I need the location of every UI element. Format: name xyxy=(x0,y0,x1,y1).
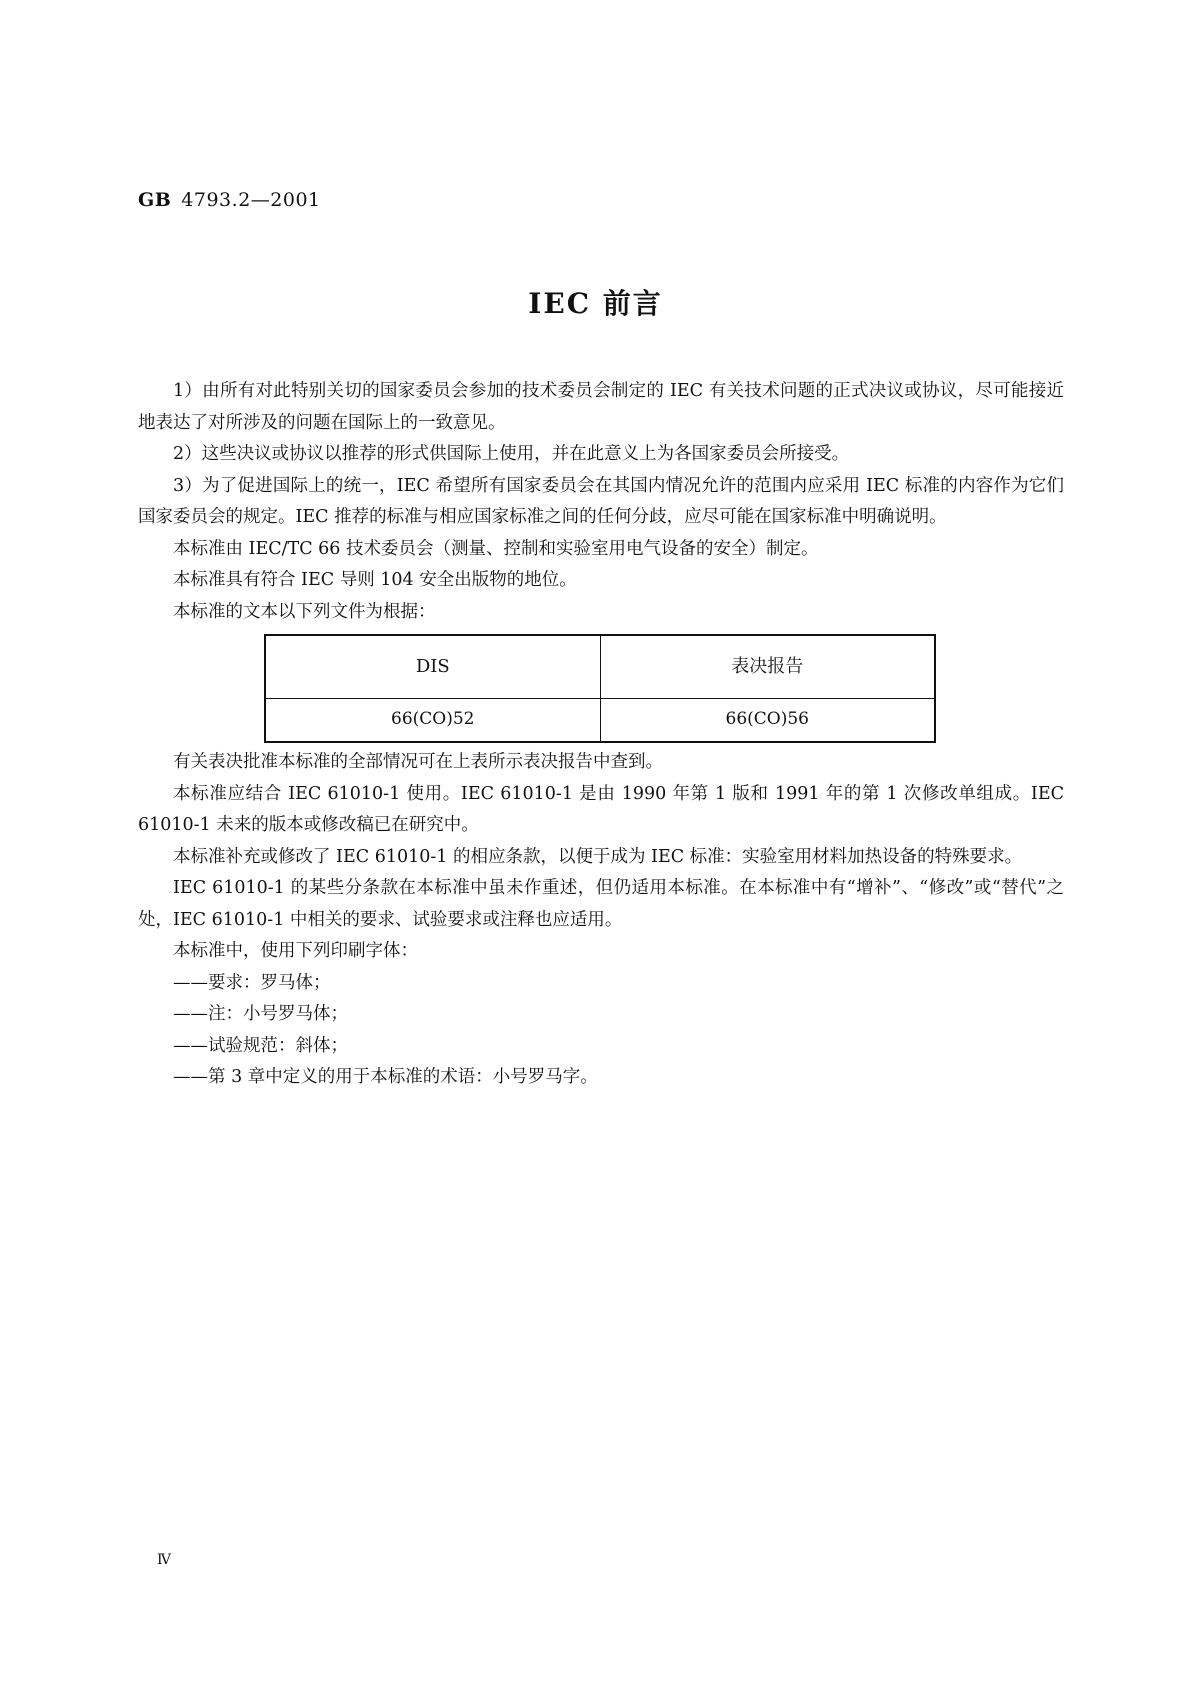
status-paragraph: 本标准具有符合 IEC 导则 104 安全出版物的地位。 xyxy=(173,570,577,590)
clause-1-paragraph: 1）由所有对此特别关切的国家委员会参加的技术委员会制定的 IEC 有关技术问题的正式决议或协议，尽可能接近地表达了对所涉及的问题在国际上的一致意见。 xyxy=(138,381,1064,433)
document-body xyxy=(138,376,1064,1094)
table-header-row xyxy=(265,635,935,699)
standard-number: 4793.2—2001 xyxy=(181,189,321,211)
voting-info-paragraph: 有关表决批准本标准的全部情况可在上表所示表决报告中查到。 xyxy=(173,752,663,772)
applicability-paragraph: IEC 61010-1 的某些分条款在本标准中虽未作重述，但仍适用本标准。在本标准中有“增补”、“修改”或“替代”之处，IEC 61010-1 中相关的要求、试验要求或注释也应适用。 xyxy=(138,878,1064,930)
table-header-dis: DIS xyxy=(265,635,600,699)
list-item: ——试验规范：斜体； xyxy=(173,1035,348,1056)
clause-2-paragraph: 2）这些决议或协议以推荐的形式供国际上使用，并在此意义上为各国家委员会所接受。 xyxy=(173,444,850,464)
table-cell-voting-report: 66(CO)56 xyxy=(600,699,935,743)
list-item: ——第 3 章中定义的用于本标准的术语：小号罗马字。 xyxy=(173,1067,598,1087)
standard-code xyxy=(138,189,321,211)
basis-intro-paragraph: 本标准的文本以下列文件为根据： xyxy=(173,601,436,622)
table-cell-dis: 66(CO)52 xyxy=(265,699,600,743)
usage-paragraph: 本标准应结合 IEC 61010-1 使用。IEC 61010-1 是由 1990 年第 1 版和 1991 年的第 1 次修改单组成。IEC 61010-1 未来的版本或修改稿已在研究中。 xyxy=(138,783,1064,835)
basis-documents-table xyxy=(264,634,936,743)
list-item: ——注：小号罗马体； xyxy=(173,1004,348,1024)
standard-prefix: GB xyxy=(138,189,172,211)
list-item: ——要求：罗马体； xyxy=(173,972,331,993)
table-header-voting-report: 表决报告 xyxy=(600,635,935,699)
committee-paragraph: 本标准由 IEC/TC 66 技术委员会（测量、控制和实验室用电气设备的安全）制定。 xyxy=(173,538,819,559)
typeface-intro-paragraph: 本标准中，使用下列印刷字体： xyxy=(173,941,418,961)
clause-3-paragraph: 3）为了促进国际上的统一，IEC 希望所有国家委员会在其国内情况允许的范围内应采用 IEC 标准的内容作为它们国家委员会的规定。IEC 推荐的标准与相应国家标准之间的任何分歧，应尽可能在国家标准中明确说明。 xyxy=(138,475,1064,527)
table-row xyxy=(265,699,935,743)
supplement-paragraph: 本标准补充或修改了 IEC 61010-1 的相应条款，以便于成为 IEC 标准：实验室用材料加热设备的特殊要求。 xyxy=(173,846,1023,867)
page-number: Ⅳ xyxy=(157,1552,171,1568)
page-title: IEC 前言 xyxy=(528,287,663,320)
